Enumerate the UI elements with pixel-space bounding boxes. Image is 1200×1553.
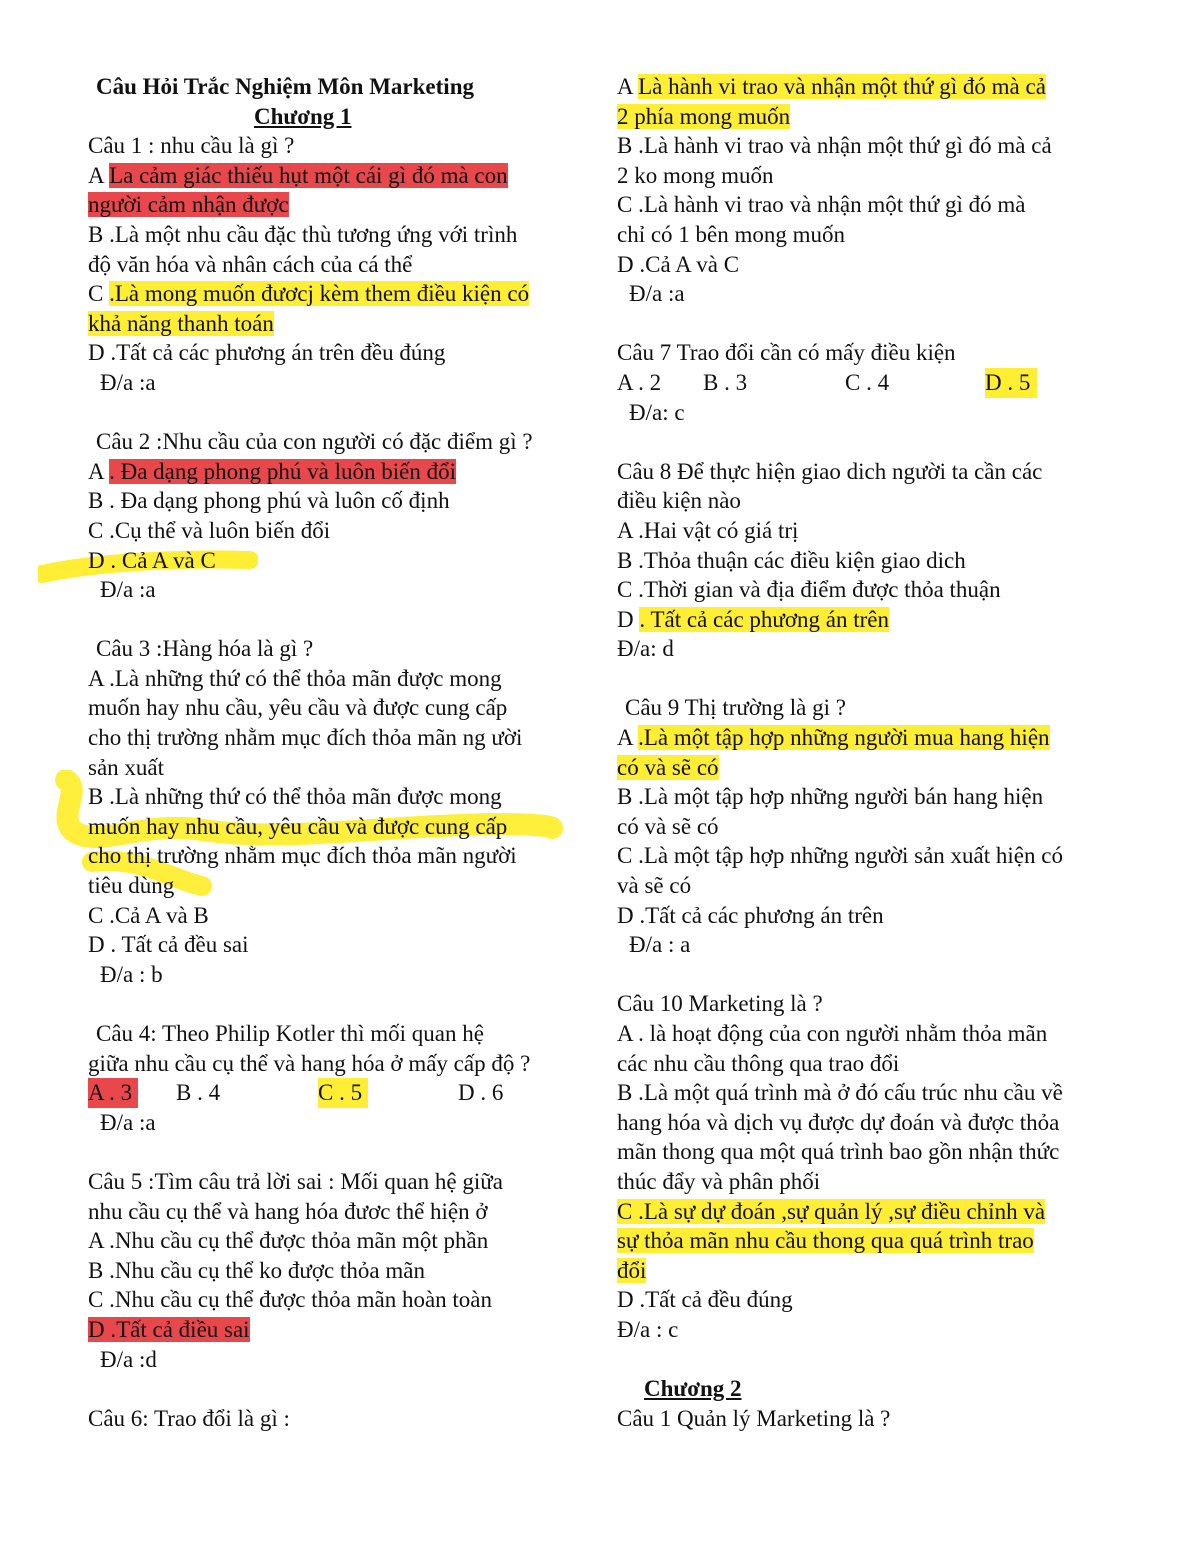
q8-option-a: A .Hai vật có giá trị [617, 517, 799, 543]
q10-option-b-cont: thúc đẩy và phân phối [617, 1168, 821, 1194]
q5-option-a: A .Nhu cầu cụ thể được thỏa mãn một phần [88, 1228, 489, 1254]
q10-option-c-cont: sự thỏa mãn nhu cầu thong qua quá trình trao [617, 1228, 1034, 1254]
q4-question-cont: giữa nhu cầu cụ thể và hang hóa ở mấy cấp độ ? [88, 1050, 531, 1076]
q2-option-c: C .Cụ thể và luôn biến đổi [88, 517, 331, 543]
q10-option-a: A . là hoạt động của con người nhằm thỏa mãn [617, 1021, 1048, 1046]
q3-option-a: A .Là những thứ có thể thỏa mãn được mong [88, 665, 502, 691]
q9-question: Câu 9 Thị trường là gi ? [625, 695, 846, 721]
q6-option-c: C .Là hành vi trao và nhận một thứ gì đó mà [617, 192, 1026, 218]
q8-option-d: D . Tất cả các phương án trên [617, 606, 889, 632]
right-column [617, 72, 1117, 1433]
q9-option-c-cont: và sẽ có [617, 873, 692, 899]
q7-option-b: B . 3 [703, 369, 748, 395]
q10-answer: Đ/a : c [617, 1316, 679, 1342]
q10-option-a-cont: các nhu cầu thông qua trao đổi [617, 1050, 900, 1076]
q5-option-b: B .Nhu cầu cụ thể ko được thỏa mãn [88, 1257, 425, 1283]
q10-option-c-cont: đổi [617, 1257, 647, 1283]
q9-option-b: B .Là một tập hợp những người bán hang hiện [617, 784, 1044, 810]
q3-question: Câu 3 :Hàng hóa là gì ? [96, 636, 314, 662]
q7-option-a: A . 2 [617, 369, 662, 395]
q10-option-b-cont: mãn thong qua một quá trình bao gồn nhận thức [617, 1139, 1060, 1165]
ch2-q1-question: Câu 1 Quản lý Marketing là ? [617, 1405, 891, 1431]
q6-answer: Đ/a :a [629, 281, 685, 307]
q3-option-a-cont: cho thị trường nhằm mục đích thỏa mãn ng ười [88, 725, 523, 751]
q4-option-b: B . 4 [176, 1080, 221, 1106]
q1-option-a-cont: người cảm nhận được [88, 192, 289, 218]
q7-option-d: D . 5 [985, 368, 1037, 398]
q3-option-b-cont: tiêu dùng [88, 873, 175, 899]
q3-option-b-cont: cho thị trường nhằm mục đích thỏa mãn người [88, 843, 517, 869]
q10-option-c: C .Là sự dự đoán ,sự quản lý ,sự điều chỉnh và [617, 1198, 1046, 1224]
q2-answer: Đ/a :a [100, 577, 156, 603]
q8-option-b: B .Thỏa thuận các điều kiện giao dich [617, 547, 966, 573]
q6-option-b-cont: 2 ko mong muốn [617, 162, 774, 188]
q1-question: Câu 1 : nhu cầu là gì ? [88, 133, 295, 159]
q3-option-c: C .Cả A và B [88, 902, 209, 928]
left-column [88, 72, 588, 1433]
q6-option-a-cont: 2 phía mong muốn [617, 103, 791, 129]
q7-question: Câu 7 Trao đổi cần có mấy điều kiện [617, 340, 956, 366]
q1-option-d: D .Tất cả các phương án trên đều đúng [88, 340, 446, 366]
q10-option-b: B .Là một quá trình mà ở đó cấu trúc nhu cầu về [617, 1080, 1063, 1106]
q9-option-b-cont: có và sẽ có [617, 813, 719, 839]
q10-option-d: D .Tất cả đều đúng [617, 1287, 793, 1313]
q4-option-a: A . 3 [88, 1078, 138, 1108]
q3-option-d: D . Tất cả đều sai [88, 932, 249, 958]
q7-option-c: C . 4 [845, 369, 890, 395]
chapter-1-heading: Chương 1 [254, 103, 352, 129]
q8-question: Câu 8 Để thực hiện giao dich người ta cần các [617, 458, 1043, 484]
q4-option-c: C . 5 [318, 1078, 368, 1108]
q6-question: Câu 6: Trao đổi là gì : [88, 1405, 290, 1431]
q7-answer: Đ/a: c [629, 399, 685, 425]
q1-option-b-cont: độ văn hóa và nhân cách của cá thể [88, 251, 413, 277]
q6-option-d: D .Cả A và C [617, 251, 740, 277]
q5-option-c: C .Nhu cầu cụ thể được thỏa mãn hoàn toàn [88, 1287, 493, 1313]
q2-option-b: B . Đa dạng phong phú và luôn cố định [88, 488, 450, 514]
q1-option-a: A La cảm giác thiếu hụt một cái gì đó mà con [88, 162, 508, 188]
q8-answer: Đ/a: d [617, 636, 674, 662]
q4-answer: Đ/a :a [100, 1109, 156, 1135]
q1-option-c: C .Là mong muốn đươcj kèm them điều kiện có [88, 281, 530, 307]
q9-option-d: D .Tất cả các phương án trên [617, 902, 884, 928]
q2-question: Câu 2 :Nhu cầu của con người có đặc điểm gì ? [96, 429, 533, 455]
q10-question: Câu 10 Marketing là ? [617, 991, 823, 1017]
q4-option-d: D . 6 [458, 1080, 504, 1106]
q7-options [617, 368, 1117, 398]
q9-option-a-cont: có và sẽ có [617, 754, 719, 780]
document-title: Câu Hỏi Trắc Nghiệm Môn Marketing [96, 74, 474, 99]
q8-option-c: C .Thời gian và địa điểm được thỏa thuận [617, 577, 1001, 603]
q3-option-b-cont: muốn hay nhu cầu, yêu cầu và được cung cấp [88, 813, 508, 839]
q3-option-a-cont: muốn hay nhu cầu, yêu cầu và được cung cấp [88, 695, 508, 721]
q1-answer: Đ/a :a [100, 369, 156, 395]
q3-option-b: B .Là những thứ có thể thỏa mãn được mong [88, 784, 502, 810]
q6-option-c-cont: chỉ có 1 bên mong muốn [617, 221, 846, 247]
q5-question-cont: nhu cầu cụ thể và hang hóa đươc thể hiện ở [88, 1198, 488, 1224]
q4-question: Câu 4: Theo Philip Kotler thì mối quan hệ [96, 1021, 484, 1046]
q9-answer: Đ/a : a [629, 932, 691, 958]
q5-question: Câu 5 :Tìm câu trả lời sai : Mối quan hệ giữa [88, 1168, 503, 1194]
q1-option-b: B .Là một nhu cầu đặc thù tương ứng với trình [88, 221, 518, 247]
q10-option-b-cont: hang hóa và dịch vụ được dự đoán và được thỏa [617, 1109, 1060, 1135]
q9-option-c: C .Là một tập hợp những người sản xuất hiện có [617, 843, 1063, 869]
q6-option-a: A Là hành vi trao và nhận một thứ gì đó mà cả [617, 74, 1046, 99]
q5-option-d: D .Tất cả điều sai [88, 1316, 250, 1342]
q4-options [88, 1078, 588, 1108]
q9-option-a: A .Là một tập hợp những người mua hang hiện [617, 725, 1050, 751]
q3-answer: Đ/a : b [100, 961, 163, 987]
q3-option-a-cont: sản xuất [88, 754, 165, 780]
q1-option-c-cont: khả năng thanh toán [88, 310, 274, 336]
q5-answer: Đ/a :d [100, 1346, 157, 1372]
q6-option-b: B .Là hành vi trao và nhận một thứ gì đó mà cả [617, 133, 1052, 159]
chapter-2-heading: Chương 2 [644, 1376, 742, 1402]
q8-question-cont: điều kiện nào [617, 488, 741, 514]
q2-option-a: A . Đa dạng phong phú và luôn biến đổi [88, 458, 456, 484]
q2-option-d: D . Cả A và C [88, 547, 216, 573]
